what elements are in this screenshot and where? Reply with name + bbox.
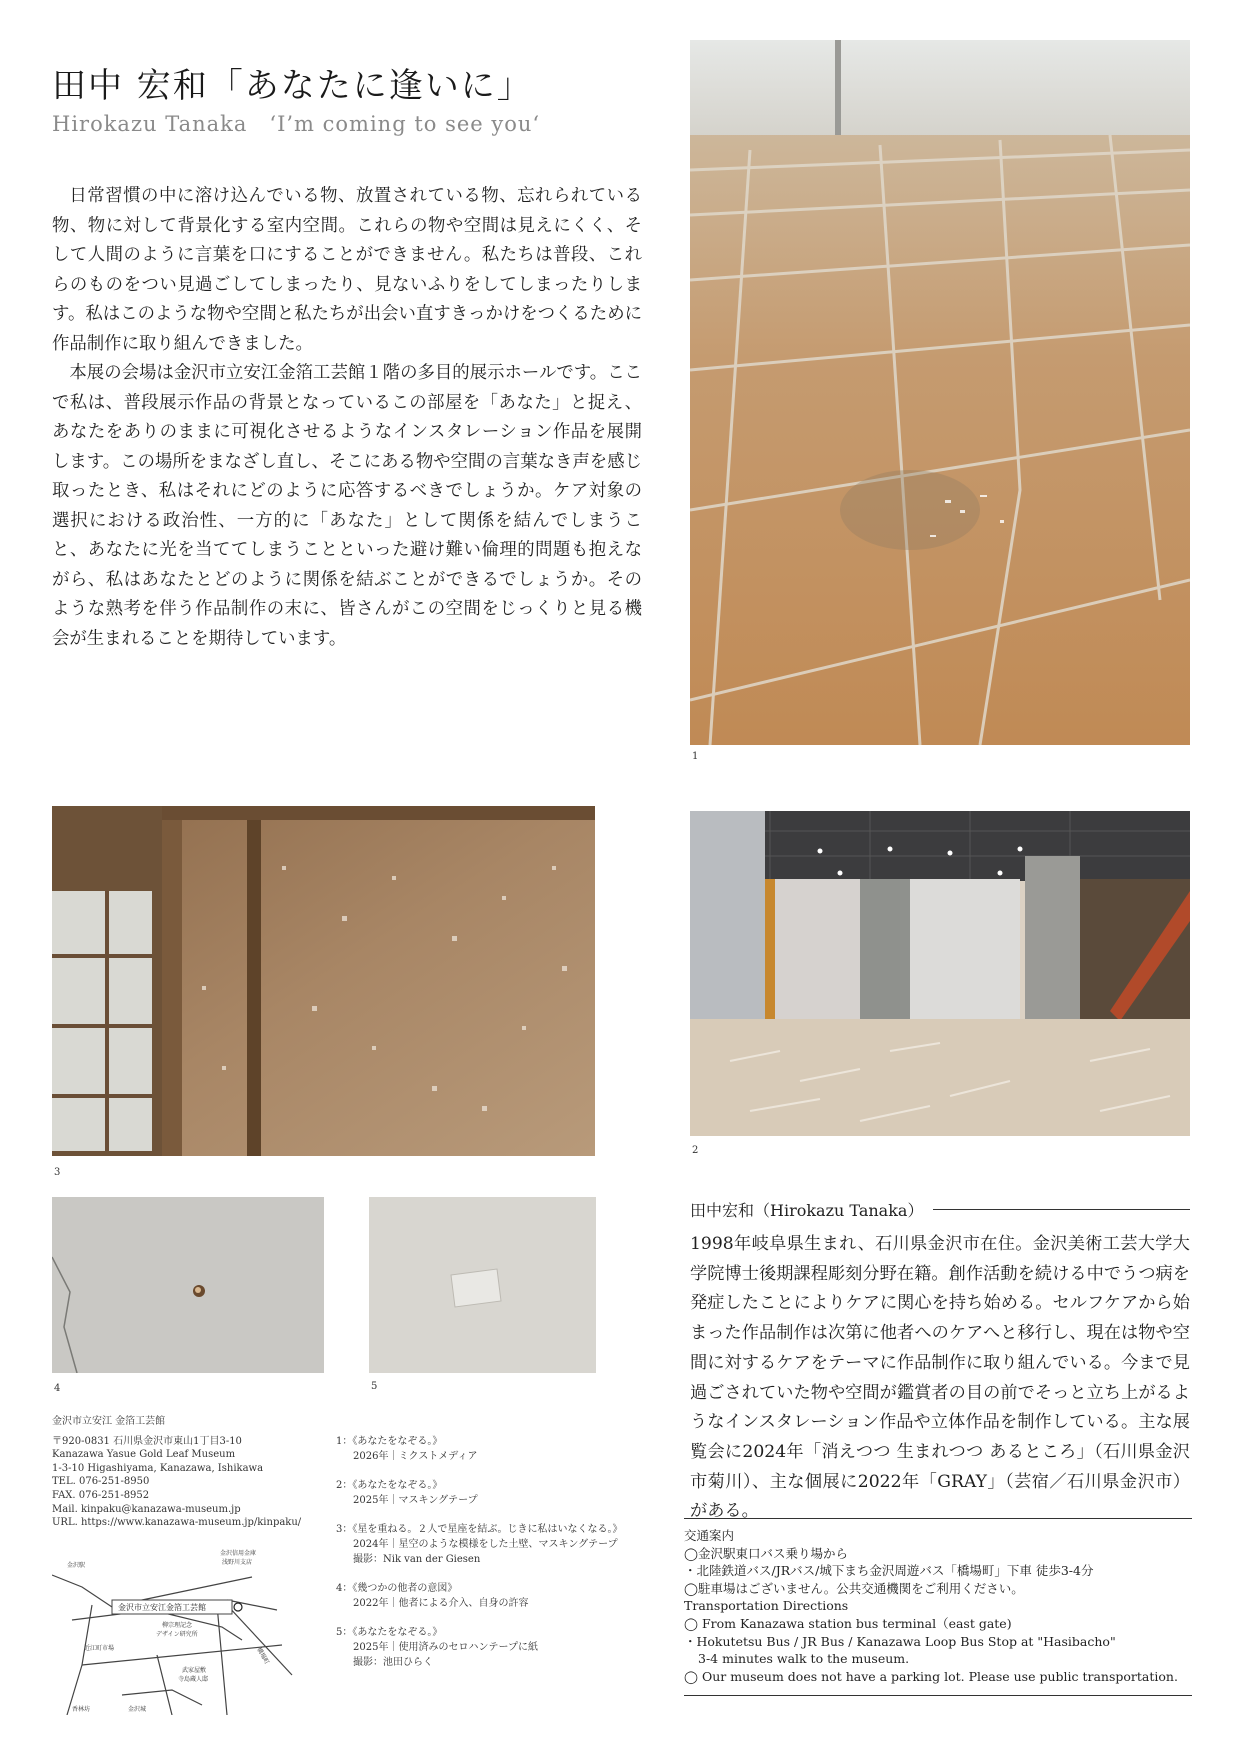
museum-mail[interactable]: Mail. kinpaku@kanazawa-museum.jp [52,1503,241,1515]
credit-item [336,1478,656,1508]
photo-3-caption: 3 [54,1167,61,1178]
credit-detail: 2025年｜マスキングテープ [353,1495,478,1506]
map-label-museum: 金沢市立安江金箔工芸館 [118,1603,206,1612]
exhibition-hall-image [690,811,1190,1136]
credit-item [336,1522,656,1567]
work-credits [336,1434,656,1684]
map-label-kanazawa-station: 金沢駅 [67,1562,86,1569]
map-label-design-lab-2: デザイン研究所 [156,1631,198,1638]
map-label-bank: 金沢信用金庫 [220,1550,257,1557]
map-label-omicho: 近江町市場 [84,1645,115,1652]
paper-tape-image [369,1197,596,1373]
statement-paragraph-2: 本展の会場は金沢市立安江金箔工芸館１階の多目的展示ホールです。ここで私は、普段展示作品の背景となっているこの部屋を「あなた」と捉え、あなたをありのままに可視化させるようなインスタレーション作品を展開します。この場所をまなざし直し、そこにある物や空間の言葉なき声を感じ取ったとき、私はそれにどのように応答するべきでしょうか。ケア対象の選択における政治性、一方的に「あなた」として関係を結んでしまうこと、あなたに光を当ててしまうことといった避け難い倫理的問題も抱えながら、私はあなたとどのように関係を結ぶことができるでしょうか。そのような熟考を伴う作品制作の末に、皆さんがこの空間をじっくりと見る機会が生まれることを期待しています。 [52,363,642,649]
photo-2 [690,811,1190,1136]
photo-2-caption: 2 [692,1145,699,1156]
credit-title: 3：《星を重ねる。２人で星座を結ぶ。じきに私はいなくなる。》 [336,1524,623,1535]
access-line-en-4: ◯ Our museum does not have a parking lot. Please use public transportation. [684,1668,1178,1684]
photo-1 [690,40,1190,745]
access-map [52,1545,297,1715]
credit-detail: 2026年｜ミクストメディア [353,1451,478,1462]
credit-title: 2：《あなたをなぞる。》 [336,1480,443,1491]
access-line-ja-2: ・北陸鉄道バス/JRバス/城下まち金沢周遊バス「橋場町」下車 徒歩3-4分 [684,1563,1094,1579]
bio-heading-text: 田中宏和（Hirokazu Tanaka） [690,1201,924,1220]
credit-item [336,1581,656,1611]
map-label-hashiba: 橋場町 [255,1646,271,1666]
museum-url[interactable]: URL. https://www.kanazawa-museum.jp/kinpaku/ [52,1517,302,1529]
access-line-ja-1: ◯金沢駅東口バス乗り場から [684,1545,848,1561]
museum-info [52,1415,352,1530]
credit-photographer: 撮影：Nik van der Giesen [353,1554,481,1565]
map-label-bank-branch: 浅野川支店 [222,1559,253,1566]
map-label-samurai-2: 寺島蔵人邸 [178,1676,209,1683]
photo-5 [369,1197,596,1373]
credit-detail: 2025年｜使用済みのセロハンテープに紙 [353,1642,538,1653]
access-line-ja-3: ◯駐車場はございません。公共交通機関をご利用ください。 [684,1580,1024,1596]
bio-heading [690,1198,1190,1221]
bio-heading-rule [933,1209,1190,1210]
credit-title: 5：《あなたをなぞる。》 [336,1627,443,1638]
page-title: 田中 宏和「あなたに逢いに」 [52,66,533,106]
statement-paragraph-1: 日常習慣の中に溶け込んでいる物、放置されている物、忘れられている物、物に対して背景化する室内空間。これらの物や空間は見えにくく、そして人間のように言葉を口にすることができません。私たちは普段、これらのものをつい見過ごしてしまったり、見ないふりをしてしまったりします。私はこのような物や空間と私たちが出会い直すきっかけをつくるために作品制作に取り組んできました。 [52,186,642,354]
museum-fax: FAX. 076-251-8952 [52,1489,150,1501]
credit-title: 1：《あなたをなぞる。》 [336,1436,443,1447]
photo-1-caption: 1 [692,751,699,762]
credit-photographer: 撮影：池田ひらく [353,1657,433,1668]
access-line-en-1: ◯ From Kanazawa station bus terminal（east gate) [684,1615,1012,1631]
photo-3 [52,806,595,1156]
access-line-en-2: ・Hokutetsu Bus / JR Bus / Kanazawa Loop Bus Stop at "Hasibacho" [684,1633,1116,1649]
access-info [684,1518,1192,1696]
credit-title: 4：《幾つかの他者の意図》 [336,1583,458,1594]
artist-statement [52,182,642,654]
earthen-wall-image [52,806,595,1156]
page-subtitle: Hirokazu Tanaka ‘I’m coming to see you‘ [52,112,541,136]
museum-address-ja: 〒920-0831 石川県金沢市東山1丁目3-10 [52,1435,242,1447]
map-label-korinbo: 香林坊 [72,1706,91,1713]
museum-name-en: Kanazawa Yasue Gold Leaf Museum [52,1449,236,1461]
access-heading-ja: 交通案内 [684,1528,735,1543]
access-line-en-3: 3-4 minutes walk to the museum. [698,1651,910,1667]
credit-item [336,1434,656,1464]
credit-detail: 2024年｜星空のような模様をした土壁、マスキングテープ [353,1539,618,1550]
credit-detail: 2022年｜他者による介入、自身の許容 [353,1598,529,1609]
map-label-castle: 金沢城 [128,1706,147,1713]
concrete-floor-image [52,1197,324,1373]
museum-address-en: 1-3-10 Higashiyama, Kanazawa, Ishikawa [52,1462,264,1474]
map-label-samurai: 武家屋敷 [182,1667,207,1674]
photo-4 [52,1197,324,1373]
credit-item [336,1625,656,1670]
photo-5-caption: 5 [371,1381,378,1392]
photo-4-caption: 4 [54,1383,61,1394]
museum-name-ja: 金沢市立安江 金箔工芸館 [52,1416,166,1427]
access-heading-en: Transportation Directions [684,1598,849,1614]
museum-tel: TEL. 076-251-8950 [52,1476,150,1488]
map-drawing [52,1545,297,1715]
bio-text: 1998年岐阜県生まれ、石川県金沢市在住。金沢美術工芸大学大学院博士後期課程彫刻分野在籍。創作活動を続ける中でうつ病を発症したことによりケアに関心を持ち始める。セルフケアから始まった作品制作は次第に他者へのケアへと移行し、現在は物や空間に対するケアをテーマに作品制作に取り組んでいる。今まで見過ごされていた物や空間が鑑賞者の目の前でそっと立ち上がるようなインスタレーション作品や立体作品を制作している。主な展覧会に2024年「消えつつ 生まれつつ あるところ」（石川県金沢市菊川）、主な個展に2022年「GRAY」（芸宿／石川県金沢市）がある。 [690,1234,1190,1522]
map-label-design-lab: 柳宗理記念 [162,1622,193,1629]
floor-tiles-image [690,40,1190,745]
